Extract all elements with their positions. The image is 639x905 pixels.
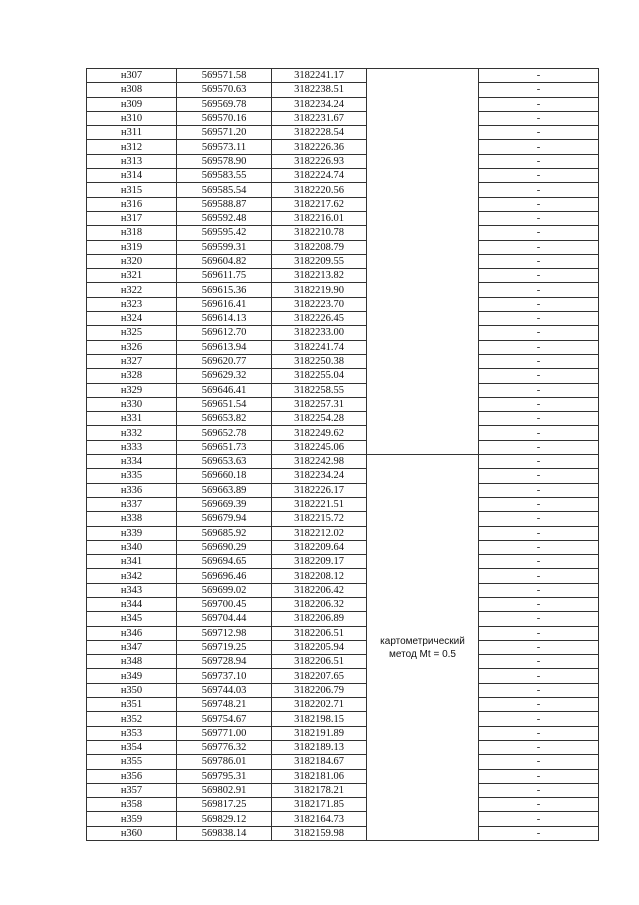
x-coordinate-cell: 569719.25: [177, 640, 272, 654]
accuracy-cell: -: [479, 555, 599, 569]
y-coordinate-cell: 3182209.17: [272, 555, 367, 569]
point-id-cell: н347: [87, 640, 177, 654]
accuracy-cell: -: [479, 469, 599, 483]
accuracy-cell: -: [479, 712, 599, 726]
y-coordinate-cell: 3182257.31: [272, 397, 367, 411]
point-id-cell: н327: [87, 354, 177, 368]
accuracy-cell: -: [479, 626, 599, 640]
x-coordinate-cell: 569604.82: [177, 254, 272, 268]
y-coordinate-cell: 3182202.71: [272, 698, 367, 712]
table-row: [87, 755, 599, 769]
accuracy-cell: -: [479, 197, 599, 211]
table-row: [87, 569, 599, 583]
point-id-cell: н354: [87, 740, 177, 754]
x-coordinate-cell: 569599.31: [177, 240, 272, 254]
table-row: [87, 297, 599, 311]
table-row: [87, 669, 599, 683]
accuracy-cell: -: [479, 769, 599, 783]
x-coordinate-cell: 569651.54: [177, 397, 272, 411]
point-id-cell: н332: [87, 426, 177, 440]
accuracy-cell: -: [479, 812, 599, 826]
point-id-cell: н356: [87, 769, 177, 783]
point-id-cell: н309: [87, 97, 177, 111]
accuracy-cell: -: [479, 111, 599, 125]
table-row: [87, 369, 599, 383]
point-id-cell: н353: [87, 726, 177, 740]
table-row: [87, 740, 599, 754]
point-id-cell: н312: [87, 140, 177, 154]
point-id-cell: н308: [87, 83, 177, 97]
y-coordinate-cell: 3182215.72: [272, 512, 367, 526]
method-cell-empty: [367, 69, 479, 455]
y-coordinate-cell: 3182209.64: [272, 540, 367, 554]
accuracy-cell: -: [479, 798, 599, 812]
table-row: [87, 655, 599, 669]
table-row: [87, 597, 599, 611]
y-coordinate-cell: 3182171.85: [272, 798, 367, 812]
x-coordinate-cell: 569829.12: [177, 812, 272, 826]
point-id-cell: н359: [87, 812, 177, 826]
x-coordinate-cell: 569679.94: [177, 512, 272, 526]
x-coordinate-cell: 569578.90: [177, 154, 272, 168]
table-row: [87, 483, 599, 497]
point-id-cell: н321: [87, 269, 177, 283]
point-id-cell: н324: [87, 312, 177, 326]
table-row: [87, 812, 599, 826]
y-coordinate-cell: 3182213.82: [272, 269, 367, 283]
accuracy-cell: -: [479, 783, 599, 797]
table-row: [87, 312, 599, 326]
coordinates-table: [86, 68, 599, 841]
table-row: [87, 512, 599, 526]
x-coordinate-cell: 569570.16: [177, 111, 272, 125]
y-coordinate-cell: 3182241.74: [272, 340, 367, 354]
accuracy-cell: -: [479, 83, 599, 97]
table-row: [87, 769, 599, 783]
table-row: [87, 798, 599, 812]
table-row: [87, 211, 599, 225]
table-row: [87, 326, 599, 340]
x-coordinate-cell: 569817.25: [177, 798, 272, 812]
y-coordinate-cell: 3182208.12: [272, 569, 367, 583]
accuracy-cell: -: [479, 597, 599, 611]
y-coordinate-cell: 3182223.70: [272, 297, 367, 311]
accuracy-cell: -: [479, 526, 599, 540]
accuracy-cell: -: [479, 340, 599, 354]
table-row: [87, 826, 599, 840]
y-coordinate-cell: 3182220.56: [272, 183, 367, 197]
point-id-cell: н357: [87, 783, 177, 797]
table-row: [87, 469, 599, 483]
accuracy-cell: -: [479, 383, 599, 397]
y-coordinate-cell: 3182207.65: [272, 669, 367, 683]
x-coordinate-cell: 569595.42: [177, 226, 272, 240]
x-coordinate-cell: 569795.31: [177, 769, 272, 783]
table-row: [87, 183, 599, 197]
accuracy-cell: -: [479, 297, 599, 311]
y-coordinate-cell: 3182226.93: [272, 154, 367, 168]
x-coordinate-cell: 569663.89: [177, 483, 272, 497]
method-cell: картометрический метод Mt = 0.5: [367, 455, 479, 841]
x-coordinate-cell: 569653.82: [177, 412, 272, 426]
table-row: [87, 583, 599, 597]
accuracy-cell: -: [479, 97, 599, 111]
coordinates-table-body: [87, 69, 599, 841]
x-coordinate-cell: 569571.20: [177, 126, 272, 140]
table-row: [87, 526, 599, 540]
accuracy-cell: -: [479, 698, 599, 712]
accuracy-cell: -: [479, 655, 599, 669]
table-row: [87, 126, 599, 140]
point-id-cell: н341: [87, 555, 177, 569]
x-coordinate-cell: 569611.75: [177, 269, 272, 283]
point-id-cell: н344: [87, 597, 177, 611]
table-row: [87, 426, 599, 440]
x-coordinate-cell: 569694.65: [177, 555, 272, 569]
accuracy-cell: -: [479, 169, 599, 183]
point-id-cell: н348: [87, 655, 177, 669]
x-coordinate-cell: 569699.02: [177, 583, 272, 597]
table-row: [87, 83, 599, 97]
accuracy-cell: -: [479, 640, 599, 654]
table-row: [87, 712, 599, 726]
accuracy-cell: -: [479, 211, 599, 225]
accuracy-cell: -: [479, 440, 599, 454]
accuracy-cell: -: [479, 269, 599, 283]
accuracy-cell: -: [479, 354, 599, 368]
accuracy-cell: -: [479, 569, 599, 583]
x-coordinate-cell: 569685.92: [177, 526, 272, 540]
y-coordinate-cell: 3182181.06: [272, 769, 367, 783]
y-coordinate-cell: 3182238.51: [272, 83, 367, 97]
y-coordinate-cell: 3182250.38: [272, 354, 367, 368]
x-coordinate-cell: 569700.45: [177, 597, 272, 611]
y-coordinate-cell: 3182255.04: [272, 369, 367, 383]
y-coordinate-cell: 3182209.55: [272, 254, 367, 268]
x-coordinate-cell: 569696.46: [177, 569, 272, 583]
x-coordinate-cell: 569652.78: [177, 426, 272, 440]
x-coordinate-cell: 569690.29: [177, 540, 272, 554]
x-coordinate-cell: 569612.70: [177, 326, 272, 340]
point-id-cell: н326: [87, 340, 177, 354]
point-id-cell: н337: [87, 497, 177, 511]
table-row: [87, 283, 599, 297]
accuracy-cell: -: [479, 154, 599, 168]
x-coordinate-cell: 569748.21: [177, 698, 272, 712]
point-id-cell: н317: [87, 211, 177, 225]
table-row: [87, 497, 599, 511]
x-coordinate-cell: 569616.41: [177, 297, 272, 311]
x-coordinate-cell: 569728.94: [177, 655, 272, 669]
table-row: [87, 540, 599, 554]
accuracy-cell: -: [479, 683, 599, 697]
table-row: [87, 612, 599, 626]
table-row: [87, 626, 599, 640]
y-coordinate-cell: 3182164.73: [272, 812, 367, 826]
point-id-cell: н328: [87, 369, 177, 383]
table-row: [87, 226, 599, 240]
table-row: [87, 726, 599, 740]
point-id-cell: н360: [87, 826, 177, 840]
x-coordinate-cell: 569585.54: [177, 183, 272, 197]
y-coordinate-cell: 3182245.06: [272, 440, 367, 454]
x-coordinate-cell: 569646.41: [177, 383, 272, 397]
table-row: [87, 340, 599, 354]
table-row: [87, 783, 599, 797]
table-row: [87, 269, 599, 283]
table-row: [87, 440, 599, 454]
x-coordinate-cell: 569802.91: [177, 783, 272, 797]
point-id-cell: н334: [87, 455, 177, 469]
table-row: [87, 455, 599, 469]
point-id-cell: н336: [87, 483, 177, 497]
table-row: [87, 97, 599, 111]
accuracy-cell: -: [479, 726, 599, 740]
point-id-cell: н343: [87, 583, 177, 597]
table-row: [87, 555, 599, 569]
point-id-cell: н319: [87, 240, 177, 254]
point-id-cell: н307: [87, 69, 177, 83]
y-coordinate-cell: 3182198.15: [272, 712, 367, 726]
table-row: [87, 683, 599, 697]
y-coordinate-cell: 3182205.94: [272, 640, 367, 654]
y-coordinate-cell: 3182189.13: [272, 740, 367, 754]
table-row: [87, 111, 599, 125]
accuracy-cell: -: [479, 669, 599, 683]
y-coordinate-cell: 3182226.17: [272, 483, 367, 497]
x-coordinate-cell: 569786.01: [177, 755, 272, 769]
point-id-cell: н345: [87, 612, 177, 626]
accuracy-cell: -: [479, 69, 599, 83]
y-coordinate-cell: 3182233.00: [272, 326, 367, 340]
y-coordinate-cell: 3182159.98: [272, 826, 367, 840]
accuracy-cell: -: [479, 497, 599, 511]
y-coordinate-cell: 3182178.21: [272, 783, 367, 797]
y-coordinate-cell: 3182216.01: [272, 211, 367, 225]
accuracy-cell: -: [479, 283, 599, 297]
point-id-cell: н349: [87, 669, 177, 683]
x-coordinate-cell: 569570.63: [177, 83, 272, 97]
x-coordinate-cell: 569771.00: [177, 726, 272, 740]
y-coordinate-cell: 3182254.28: [272, 412, 367, 426]
accuracy-cell: -: [479, 755, 599, 769]
x-coordinate-cell: 569620.77: [177, 354, 272, 368]
point-id-cell: н358: [87, 798, 177, 812]
accuracy-cell: -: [479, 426, 599, 440]
table-row: [87, 698, 599, 712]
point-id-cell: н325: [87, 326, 177, 340]
x-coordinate-cell: 569615.36: [177, 283, 272, 297]
point-id-cell: н329: [87, 383, 177, 397]
y-coordinate-cell: 3182184.67: [272, 755, 367, 769]
table-row: [87, 169, 599, 183]
accuracy-cell: -: [479, 312, 599, 326]
accuracy-cell: -: [479, 254, 599, 268]
x-coordinate-cell: 569614.13: [177, 312, 272, 326]
x-coordinate-cell: 569704.44: [177, 612, 272, 626]
point-id-cell: н340: [87, 540, 177, 554]
point-id-cell: н355: [87, 755, 177, 769]
point-id-cell: н351: [87, 698, 177, 712]
y-coordinate-cell: 3182219.90: [272, 283, 367, 297]
x-coordinate-cell: 569737.10: [177, 669, 272, 683]
point-id-cell: н339: [87, 526, 177, 540]
table-row: [87, 254, 599, 268]
table-row: [87, 69, 599, 83]
point-id-cell: н322: [87, 283, 177, 297]
x-coordinate-cell: 569573.11: [177, 140, 272, 154]
point-id-cell: н310: [87, 111, 177, 125]
x-coordinate-cell: 569660.18: [177, 469, 272, 483]
point-id-cell: н320: [87, 254, 177, 268]
accuracy-cell: -: [479, 240, 599, 254]
table-row: [87, 640, 599, 654]
y-coordinate-cell: 3182206.42: [272, 583, 367, 597]
y-coordinate-cell: 3182212.02: [272, 526, 367, 540]
point-id-cell: н350: [87, 683, 177, 697]
x-coordinate-cell: 569629.32: [177, 369, 272, 383]
y-coordinate-cell: 3182206.51: [272, 626, 367, 640]
point-id-cell: н315: [87, 183, 177, 197]
x-coordinate-cell: 569583.55: [177, 169, 272, 183]
table-row: [87, 397, 599, 411]
table-row: [87, 240, 599, 254]
accuracy-cell: -: [479, 826, 599, 840]
point-id-cell: н323: [87, 297, 177, 311]
y-coordinate-cell: 3182249.62: [272, 426, 367, 440]
y-coordinate-cell: 3182228.54: [272, 126, 367, 140]
point-id-cell: н313: [87, 154, 177, 168]
point-id-cell: н330: [87, 397, 177, 411]
point-id-cell: н352: [87, 712, 177, 726]
accuracy-cell: -: [479, 583, 599, 597]
accuracy-cell: -: [479, 140, 599, 154]
table-row: [87, 412, 599, 426]
y-coordinate-cell: 3182224.74: [272, 169, 367, 183]
y-coordinate-cell: 3182206.79: [272, 683, 367, 697]
point-id-cell: н316: [87, 197, 177, 211]
y-coordinate-cell: 3182226.36: [272, 140, 367, 154]
x-coordinate-cell: 569571.58: [177, 69, 272, 83]
y-coordinate-cell: 3182234.24: [272, 469, 367, 483]
point-id-cell: н311: [87, 126, 177, 140]
accuracy-cell: -: [479, 126, 599, 140]
y-coordinate-cell: 3182241.17: [272, 69, 367, 83]
x-coordinate-cell: 569592.48: [177, 211, 272, 225]
y-coordinate-cell: 3182231.67: [272, 111, 367, 125]
accuracy-cell: -: [479, 369, 599, 383]
y-coordinate-cell: 3182191.89: [272, 726, 367, 740]
point-id-cell: н318: [87, 226, 177, 240]
accuracy-cell: -: [479, 326, 599, 340]
point-id-cell: н314: [87, 169, 177, 183]
y-coordinate-cell: 3182206.51: [272, 655, 367, 669]
y-coordinate-cell: 3182217.62: [272, 197, 367, 211]
x-coordinate-cell: 569776.32: [177, 740, 272, 754]
accuracy-cell: -: [479, 412, 599, 426]
accuracy-cell: -: [479, 612, 599, 626]
accuracy-cell: -: [479, 455, 599, 469]
table-row: [87, 197, 599, 211]
accuracy-cell: -: [479, 740, 599, 754]
point-id-cell: н338: [87, 512, 177, 526]
point-id-cell: н335: [87, 469, 177, 483]
y-coordinate-cell: 3182226.45: [272, 312, 367, 326]
x-coordinate-cell: 569569.78: [177, 97, 272, 111]
table-row: [87, 140, 599, 154]
accuracy-cell: -: [479, 483, 599, 497]
x-coordinate-cell: 569613.94: [177, 340, 272, 354]
accuracy-cell: -: [479, 540, 599, 554]
y-coordinate-cell: 3182208.79: [272, 240, 367, 254]
y-coordinate-cell: 3182221.51: [272, 497, 367, 511]
x-coordinate-cell: 569653.63: [177, 455, 272, 469]
point-id-cell: н331: [87, 412, 177, 426]
table-row: [87, 354, 599, 368]
accuracy-cell: -: [479, 226, 599, 240]
x-coordinate-cell: 569651.73: [177, 440, 272, 454]
y-coordinate-cell: 3182206.32: [272, 597, 367, 611]
x-coordinate-cell: 569712.98: [177, 626, 272, 640]
y-coordinate-cell: 3182242.98: [272, 455, 367, 469]
table-row: [87, 383, 599, 397]
y-coordinate-cell: 3182210.78: [272, 226, 367, 240]
y-coordinate-cell: 3182234.24: [272, 97, 367, 111]
x-coordinate-cell: 569669.39: [177, 497, 272, 511]
accuracy-cell: -: [479, 512, 599, 526]
x-coordinate-cell: 569838.14: [177, 826, 272, 840]
y-coordinate-cell: 3182206.89: [272, 612, 367, 626]
x-coordinate-cell: 569744.03: [177, 683, 272, 697]
x-coordinate-cell: 569588.87: [177, 197, 272, 211]
accuracy-cell: -: [479, 397, 599, 411]
point-id-cell: н342: [87, 569, 177, 583]
point-id-cell: н346: [87, 626, 177, 640]
x-coordinate-cell: 569754.67: [177, 712, 272, 726]
point-id-cell: н333: [87, 440, 177, 454]
table-row: [87, 154, 599, 168]
accuracy-cell: -: [479, 183, 599, 197]
y-coordinate-cell: 3182258.55: [272, 383, 367, 397]
